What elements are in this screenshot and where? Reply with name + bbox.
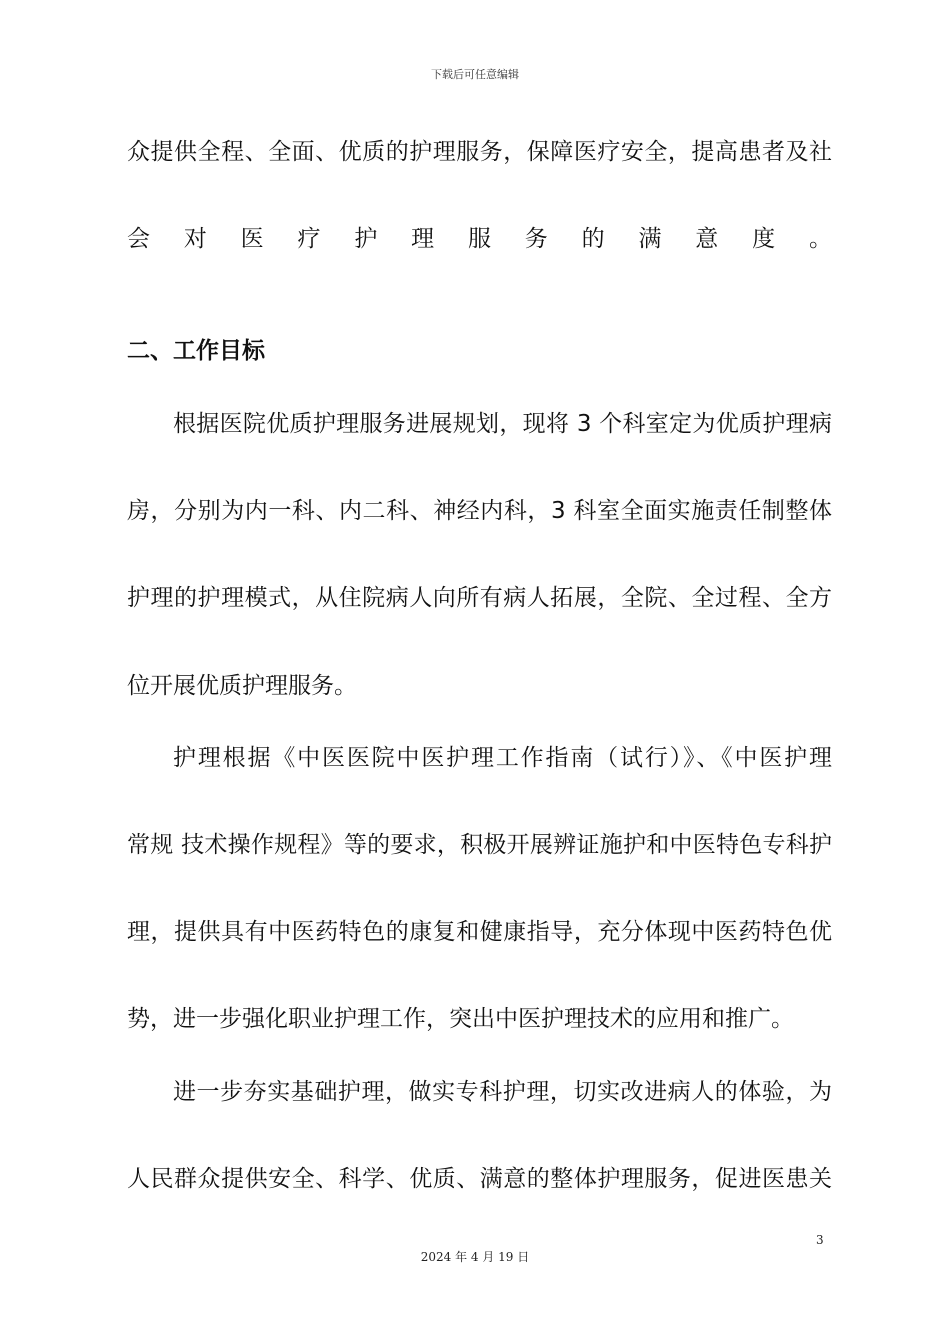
- intro-char: 疗: [297, 226, 321, 252]
- page-number: 3: [816, 1233, 824, 1247]
- intro-char: 对: [183, 226, 207, 252]
- paragraph-2-line-2: 常规 技术操作规程》等的要求，积极开展辨证施护和中医特色专科护: [127, 832, 832, 858]
- header-note: 下载后可任意编辑: [431, 68, 519, 81]
- paragraph-1-line-3: 护理的护理模式，从住院病人向所有病人拓展，全院、全过程、全方: [127, 585, 832, 611]
- intro-char: 护: [354, 226, 378, 252]
- paragraph-2-line-1: 护理根据《中医医院中医护理工作指南（试行）》、《中医护理: [173, 745, 832, 771]
- paragraph-2-line-3: 理，提供具有中医药特色的康复和健康指导，充分体现中医药特色优: [127, 919, 832, 945]
- paragraph-2-line-4: 势，进一步强化职业护理工作，突出中医护理技术的应用和推广。: [127, 1006, 794, 1032]
- footer-date: 2024 年 4 月 19 日: [420, 1250, 530, 1264]
- intro-char: 务: [524, 226, 548, 252]
- intro-char: 度: [752, 226, 776, 252]
- intro-char: 医: [240, 226, 264, 252]
- intro-char: 理: [411, 226, 435, 252]
- paragraph-3-line-1: 进一步夯实基础护理，做实专科护理，切实改进病人的体验，为: [173, 1079, 832, 1105]
- paragraph-1-line-2: 房，分别为内一科、内二科、神经内科，3 科室全面实施责任制整体: [127, 498, 832, 524]
- section-heading: 二、工作目标: [127, 338, 265, 364]
- intro-char: 满: [638, 226, 662, 252]
- intro-char: 服: [467, 226, 491, 252]
- paragraph-1-line-1: 根据医院优质护理服务进展规划，现将 3 个科室定为优质护理病: [173, 411, 832, 437]
- intro-char: 。: [808, 226, 832, 252]
- paragraph-3-line-2: 人民群众提供安全、科学、优质、满意的整体护理服务，促进医患关: [127, 1166, 832, 1192]
- intro-char: 的: [581, 226, 605, 252]
- intro-line-1: 众提供全程、全面、优质的护理服务，保障医疗安全，提高患者及社: [127, 139, 832, 165]
- intro-char: 会: [127, 226, 150, 252]
- paragraph-1-line-4: 位开展优质护理服务。: [127, 673, 357, 699]
- intro-line-2: [127, 224, 832, 254]
- intro-char: 意: [695, 226, 719, 252]
